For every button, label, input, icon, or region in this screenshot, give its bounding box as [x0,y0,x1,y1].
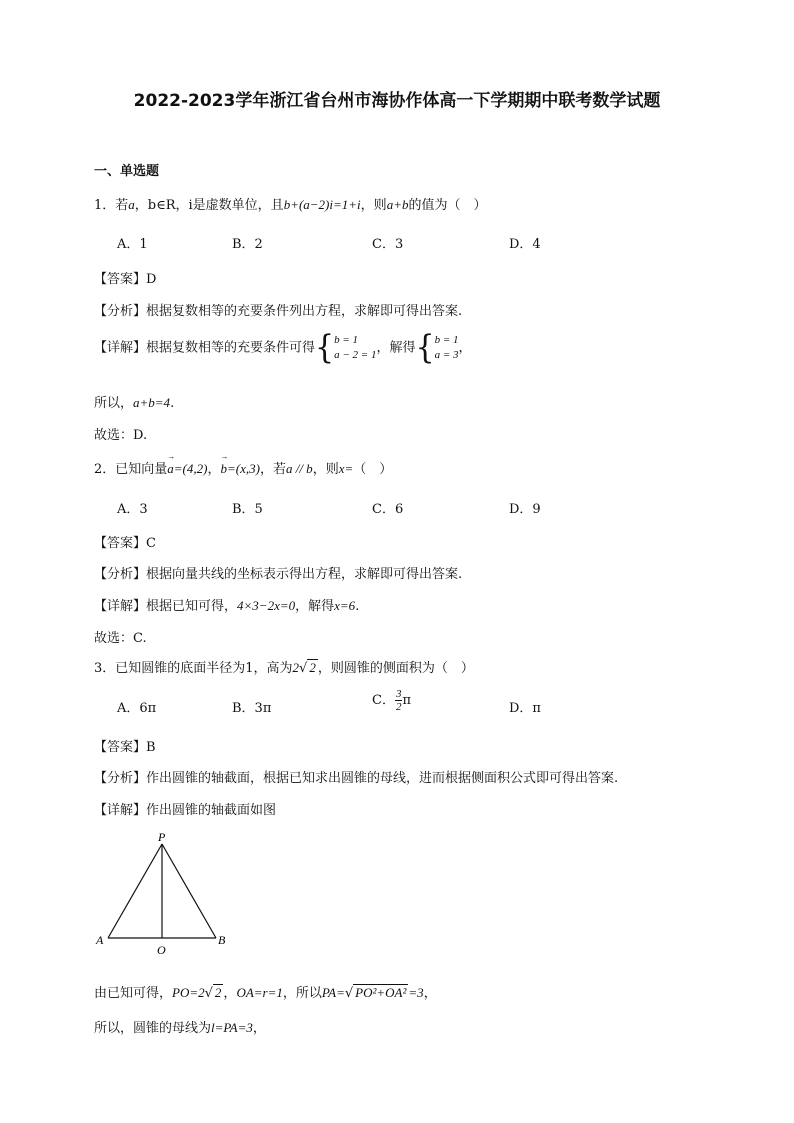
q1-option-c: C．3 [372,237,404,252]
q3-option-c: C． $\frac{3}{2}$ π [372,688,411,713]
q2-option-d: D．9 [509,502,541,517]
label-b: B [218,933,226,947]
q1-answer: 【答案】D [94,272,157,287]
side-pb [162,844,216,938]
q1-conclusion: 所以，a+b=4. [94,395,175,411]
side-pa [108,844,162,938]
q2-detail: 【详解】根据已知可得，4×3−2x=0，解得x=6. [94,598,360,614]
section-heading: 一、单选题 [94,164,160,179]
label-a: A [96,933,104,947]
q1-option-b: B．2 [232,237,263,252]
q1-detail: 【详解】根据复数相等的充要条件可得{b = 1 a − 2 = 1，解得{b = 1 a = 3， [94,328,472,367]
q3-option-a: A．6π [117,701,157,716]
q3-option-b: B．3π [232,701,272,716]
q3-final: 所以，圆锥的母线为l=PA=3， [94,1020,266,1036]
q3-detail: 【详解】作出圆锥的轴截面如图 [94,803,277,818]
label-p: P [158,830,166,844]
q3-analysis: 【分析】作出圆锥的轴截面，根据已知求出圆锥的母线，进而根据侧面积公式即可得出答案. [94,771,619,786]
label-o: O [157,943,166,957]
q2-option-b: B．5 [232,502,263,517]
q2-choice: 故选：C. [94,631,147,646]
question-1-stem: 1．若a，b∈R，i是虚数单位，且b+(a−2)i=1+i，则a+b的值为（ ） [94,197,487,213]
page-title: 2022-2023学年浙江省台州市海协作体高一下学期期中联考数学试题 [133,91,661,111]
q2-analysis: 【分析】根据向量共线的坐标表示得出方程，求解即可得出答案. [94,567,463,582]
question-2-stem: 2．已知向量→ a=(4,2)，→ b=(x,3)，若a // b，则x=（ ） [94,458,392,477]
question-3-stem: 3．已知圆锥的底面半径为1，高为2√ 2 ，则圆锥的侧面积为（ ） [94,660,474,676]
q1-option-a: A．1 [117,237,148,252]
q3-calculation: 由已知可得，PO=2√ 2 ，OA=r=1，所以PA=√ PO²+OA² =3， [94,985,437,1001]
q2-option-c: C．6 [372,502,404,517]
q1-choice: 故选：D. [94,428,148,443]
q3-answer: 【答案】B [94,740,156,755]
q1-analysis: 【分析】根据复数相等的充要条件列出方程，求解即可得出答案. [94,304,463,319]
cone-axial-section-figure [92,826,242,960]
q2-option-a: A．3 [117,502,148,517]
q1-option-d: D．4 [509,237,541,252]
q2-answer: 【答案】C [94,536,156,551]
q3-option-d: D．π [509,701,541,716]
